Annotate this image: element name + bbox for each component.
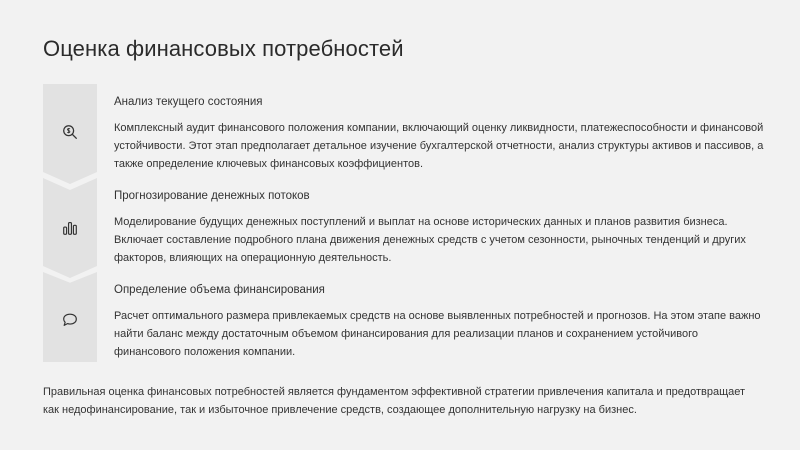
- page-title: Оценка финансовых потребностей: [43, 36, 404, 61]
- step-heading: Прогнозирование денежных потоков: [114, 190, 310, 202]
- step-description: Комплексный аудит финансового положения компании, включающий оценку ликвидности, платежеспособности и финансовой устойчивости. Этот этап предполагает детальное изучение бухгалтерской отчетности, анализ структуры активов и пассивов, а также определение ключевых финансовых коэффициентов.: [114, 122, 764, 170]
- bar-chart-icon: [60, 218, 80, 238]
- step-heading: Анализ текущего состояния: [114, 96, 263, 108]
- step-description: Моделирование будущих денежных поступлений и выплат на основе исторических данных и планов развития бизнеса. Включает составление подробного плана движения денежных средств с учетом сезонности, рыночных тенденций и других факторов, влияющих на операционную деятельность.: [114, 216, 746, 264]
- step-description: Расчет оптимального размера привлекаемых средств на основе выявленных потребностей и прогнозов. На этом этапе важно найти баланс между достаточным объемом финансирования для реализации планов и сохранением устойчивого финансового положения компании.: [114, 310, 761, 358]
- magnifier-dollar-icon: [60, 122, 80, 142]
- speech-bubble-icon: [60, 310, 80, 330]
- summary-text: Правильная оценка финансовых потребностей является фундаментом эффективной стратегии привлечения капитала и предотвращает как недофинансирование, так и избыточное привлечение средств, создающее дополнительную нагрузку на бизнес.: [43, 386, 746, 416]
- step-heading: Определение объема финансирования: [114, 284, 325, 296]
